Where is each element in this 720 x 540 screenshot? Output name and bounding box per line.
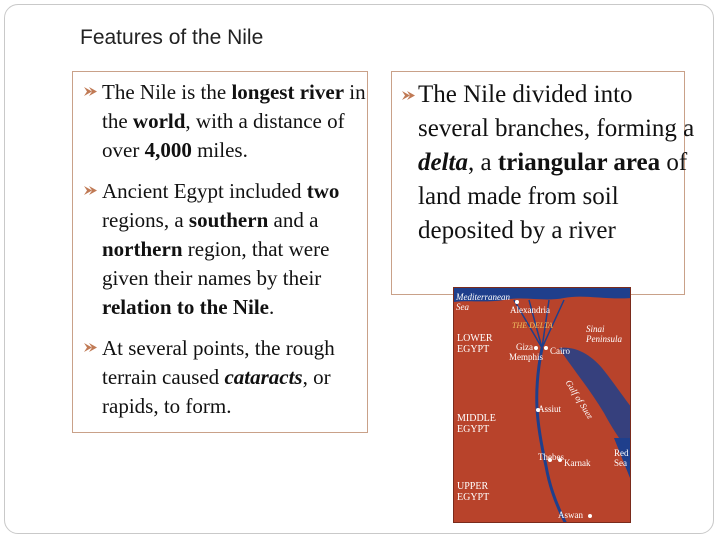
bullet-item [82,334,372,421]
giza-dot [534,346,538,350]
bullet-text [418,81,694,244]
map-label-gulf: Gulf of Suez [563,378,596,421]
bullet-item [82,78,372,165]
map-label-karnak: Karnak [564,458,591,468]
nile-map [453,287,631,523]
right-column [400,78,700,260]
map-label-memphis: Memphis [509,352,544,362]
bullet-item [82,177,372,322]
nile-river [537,348,566,523]
slide-title: Features of the Nile [80,26,264,49]
text-run: At several points, the rough terrain caused [102,336,335,389]
map-label-thebes: Thebes [538,452,564,462]
text-run: and a [268,208,319,232]
text-run: world [132,109,186,133]
text-run: The Nile is the [102,80,232,104]
map-label-sinai: Sinai Peninsula [586,324,622,344]
map-label-middle-egypt: MIDDLE EGYPT [457,413,496,435]
map-label-assiut: Assiut [538,404,562,414]
map-label-upper-egypt: UPPER EGYPT [457,481,490,503]
text-run: in the [102,80,366,133]
text-run: cataracts [224,365,303,389]
bullet-arrow-icon [400,87,417,104]
text-run: southern [188,208,269,232]
bullet-item [400,78,700,248]
map-label-lower-egypt: LOWER EGYPT [457,333,493,355]
text-run: , a [468,149,498,176]
bullet-text [102,80,366,162]
text-run: . [269,295,275,319]
text-run: 4,000 [144,138,192,162]
map-label-giza: Giza [516,342,533,352]
text-run: northern [102,237,183,261]
bullet-arrow-icon [82,83,99,100]
bullet-text [102,179,339,319]
aswan-dot [588,514,592,518]
text-run: delta [418,149,468,176]
map-label-aswan: Aswan [558,510,583,520]
text-run: two [306,179,340,203]
text-run: , with a distance of over [102,109,345,162]
text-run: Ancient Egypt included [102,179,307,203]
text-run: regions, a [102,208,189,232]
gulf-of-suez [559,348,631,453]
text-run: region, that were given their names by their [102,237,330,290]
map-label-delta: THE DELTA [512,321,553,330]
map-label-sea: Mediterranean Sea [456,292,510,312]
text-run: The Nile divided into several branches, forming a [418,81,695,142]
map-label-cairo: Cairo [550,346,570,356]
text-run: relation to the Nile [102,295,269,319]
text-run: , or rapids, to form. [102,365,331,418]
bullet-arrow-icon [82,182,99,199]
text-run: miles. [191,138,248,162]
text-run: of land made from soil deposited by a river [418,149,688,244]
left-column [82,78,372,433]
cairo-dot [544,346,548,350]
map-label-red-sea: Red Sea [614,448,629,468]
text-run: longest river [231,80,345,104]
bullet-text [102,336,335,418]
bullet-arrow-icon [82,339,99,356]
map-label-alexandria: Alexandria [510,305,550,315]
text-run: triangular area [497,149,661,176]
